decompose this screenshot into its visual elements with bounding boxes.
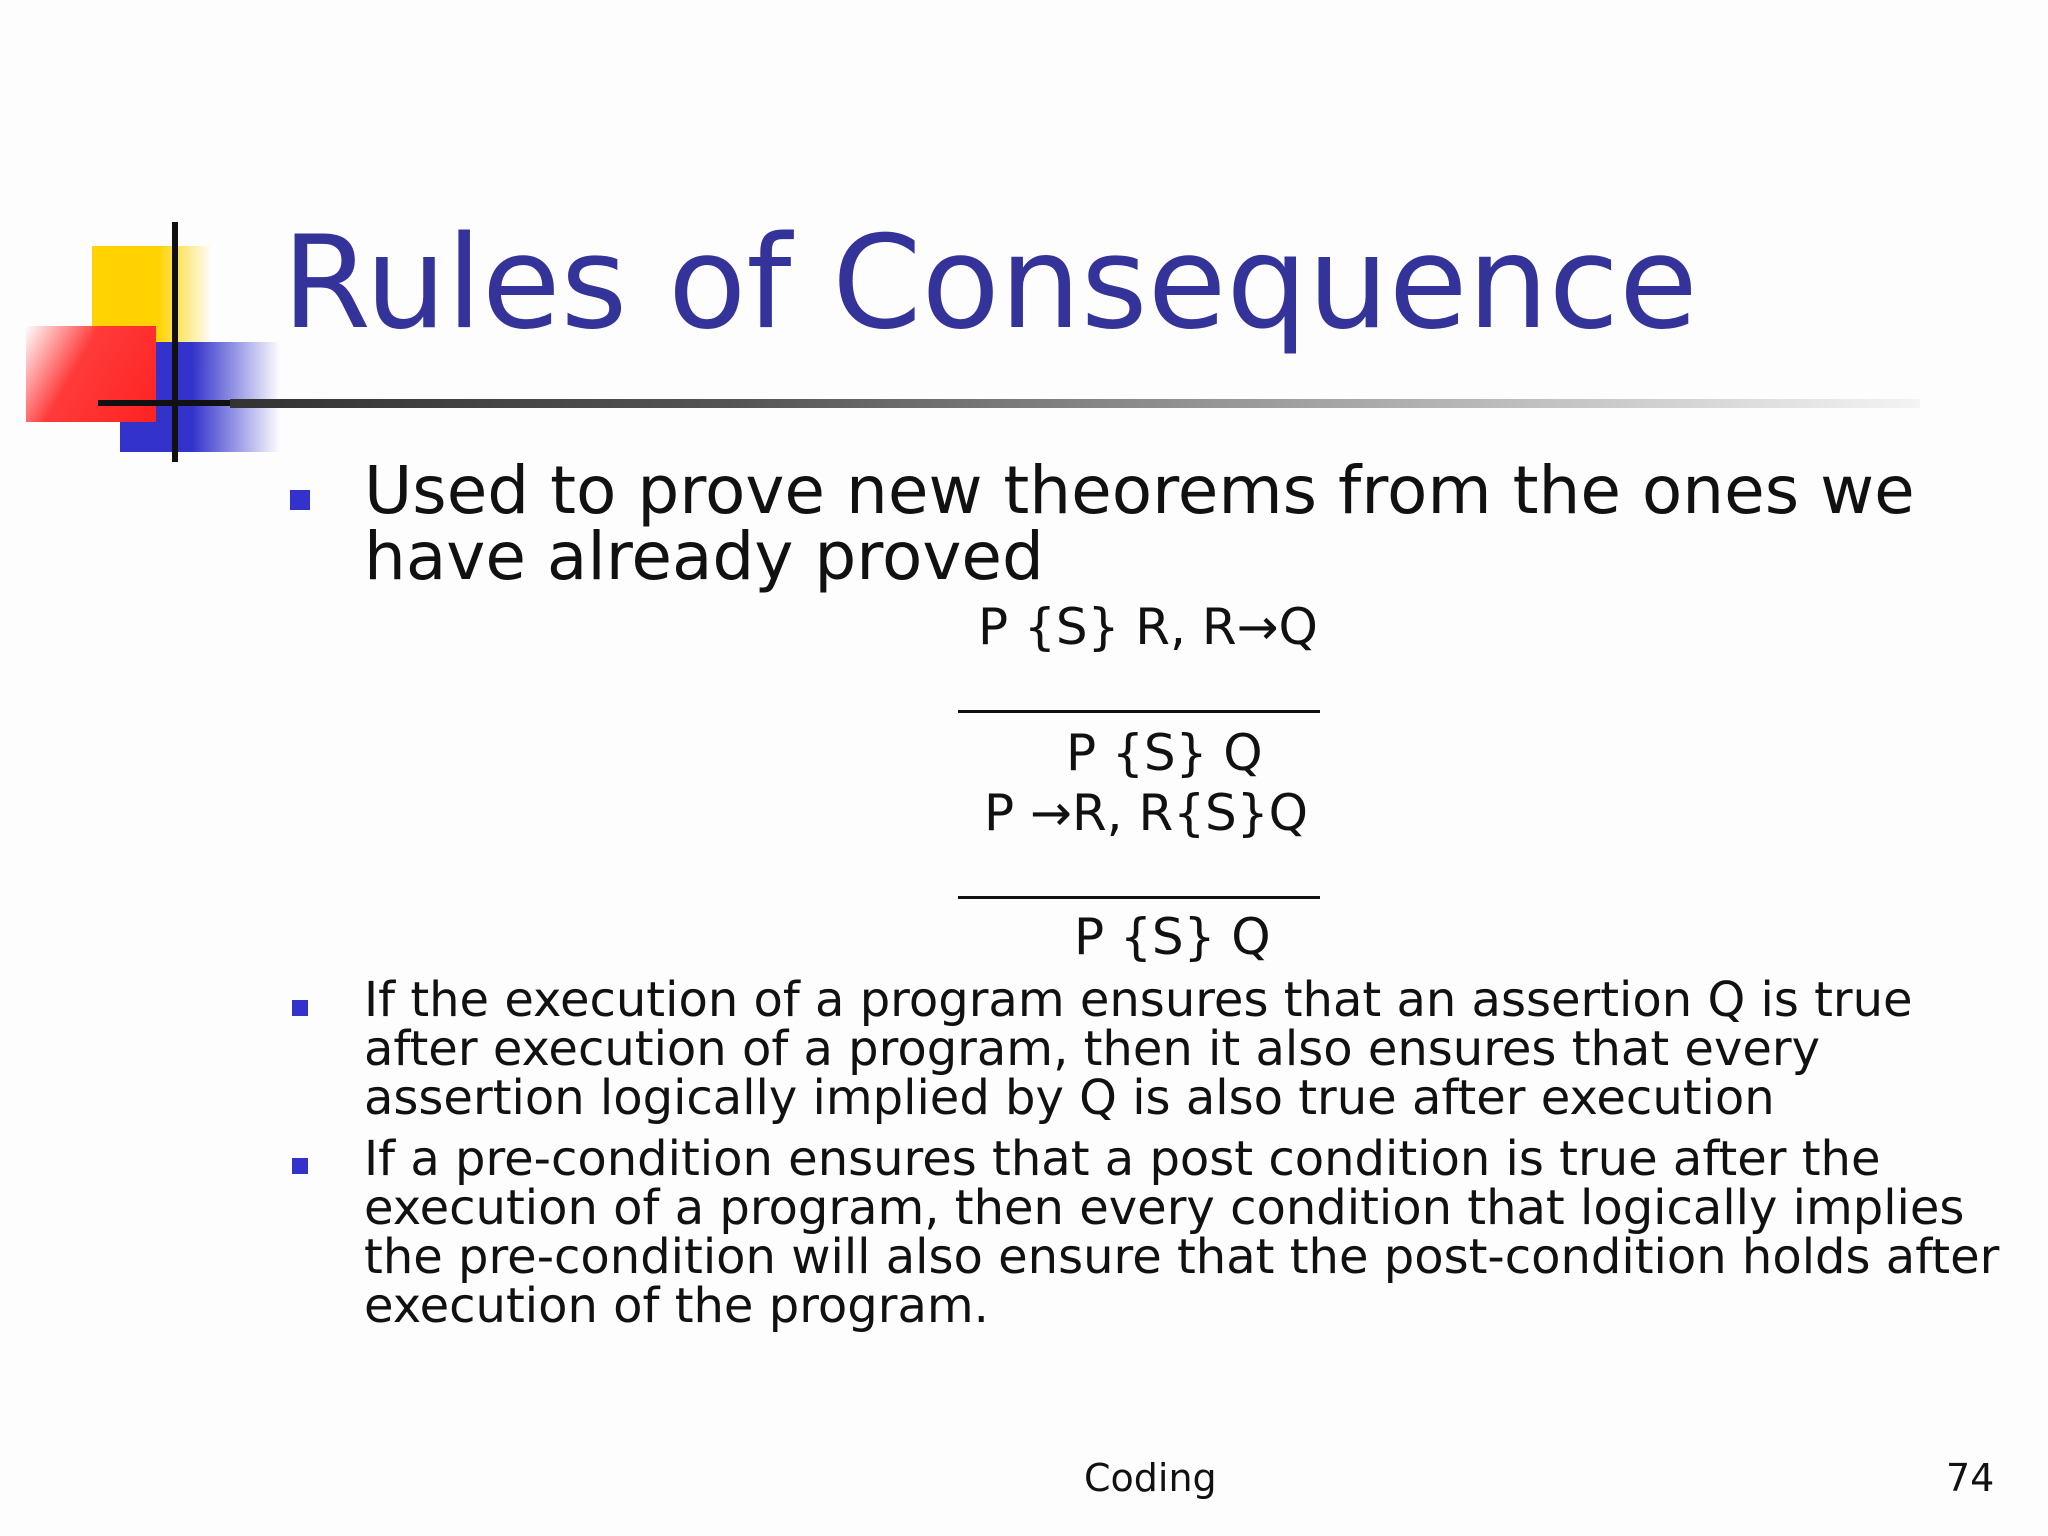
slide-logo [0, 0, 320, 480]
page-number: 74 [1946, 1456, 1995, 1500]
rule-1-premise: P {S} R, R→Q [978, 598, 1318, 656]
rule-2-conclusion: P {S} Q [1074, 908, 1271, 966]
rule-2-bar [958, 896, 1320, 899]
logo-vertical-line [172, 222, 178, 462]
bullet-text-3: If a pre-condition ensures that a post condition is true after the execution of a program, then every condition that logically implies the pre-condition will also ensure that the post-condition holds after execution of the program. [364, 1131, 2000, 1334]
page-title: Rules of Consequence [282, 209, 1698, 358]
rule-2-premise: P →R, R{S}Q [984, 784, 1308, 842]
logo-red-square [26, 326, 156, 422]
rule-1-bar [958, 710, 1320, 713]
rule-1-conclusion: P {S} Q [1066, 724, 1263, 782]
bullet-text-2: If the execution of a program ensures that an assertion Q is true after execution of a program, then it also ensures that every assertion logically implied by Q is also true after execution [364, 972, 1913, 1126]
bullet-marker [290, 490, 310, 510]
title-underline [230, 399, 1920, 408]
bullet-marker [292, 1000, 308, 1016]
footer-label: Coding [1084, 1456, 1217, 1500]
bullet-marker [292, 1158, 308, 1174]
bullet-text-1: Used to prove new theorems from the ones we have already proved [364, 452, 1915, 595]
